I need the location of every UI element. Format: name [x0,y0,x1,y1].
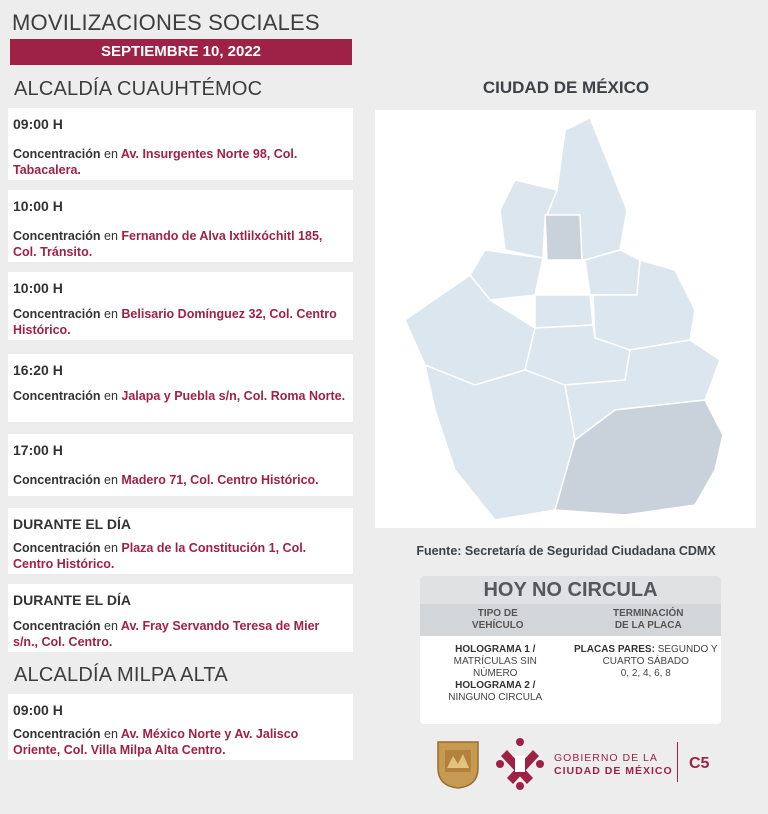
section-title-cuauhtemoc: ALCALDÍA CUAUHTÉMOC [14,78,263,100]
map-region-cuauhtemoc [545,215,582,260]
event-card [8,584,353,652]
event-time: DURANTE EL DÍA [13,516,131,532]
map-region [425,365,575,520]
event-card [8,190,353,262]
event-place: Av. México Norte y Av. Jalisco Oriente, Col. Villa Milpa Alta Centro. [13,727,299,757]
event-description: Concentración en Madero 71, Col. Centro Histórico. [13,473,319,487]
cdmx-map [375,110,756,528]
event-place: Plaza de la Constitución 1, Col. Centro Histórico. [13,541,307,571]
map-source: Fuente: Secretaría de Seguridad Ciudadana CDMX [416,544,716,558]
event-card [8,434,353,496]
event-place: Jalapa y Puebla s/n, Col. Roma Norte. [121,389,346,403]
event-place: Av. Insurgentes Norte 98, Col. Tabacalera. [13,147,298,177]
event-time: 09:00 H [13,702,63,718]
event-time: DURANTE EL DÍA [13,592,131,608]
event-time: 17:00 H [13,442,63,458]
event-description: Concentración en Av. Fray Servando Teresa de Mier s/n., Col. Centro. [13,619,320,649]
page-title: MOVILIZACIONES SOCIALES [12,10,320,35]
map-title: CIUDAD DE MÉXICO [482,78,650,97]
event-description: Concentración en Jalapa y Puebla s/n, Col. Roma Norte. [13,389,346,403]
event-card [8,272,353,340]
event-time: 16:20 H [13,362,63,378]
cdmx-logo [495,736,545,792]
event-description: Concentración en Belisario Domínguez 32, Col. Centro Histórico. [13,307,337,337]
hoy-no-circula-title: HOY NO CIRCULA [420,576,721,604]
coat-of-arms-logo [433,738,483,790]
event-description: Concentración en Av. México Norte y Av. Jalisco Oriente, Col. Villa Milpa Alta Centro. [13,727,299,757]
event-time: 09:00 H [13,116,63,132]
event-place: Madero 71, Col. Centro Histórico. [121,473,319,487]
map-panel [375,110,756,528]
government-name: GOBIERNO DE LA CIUDAD DE MÉXICO [554,752,673,777]
event-place: Fernando de Alva Ixtlilxóchitl 185, Col. Tránsito. [13,229,323,259]
event-place: Av. Fray Servando Teresa de Mier s/n., Col. Centro. [13,619,320,649]
date-banner: SEPTIEMBRE 10, 2022 [10,39,352,65]
event-card [8,508,353,574]
event-description: Concentración en Av. Insurgentes Norte 98, Col. Tabacalera. [13,147,298,177]
event-place: Belisario Domínguez 32, Col. Centro Histórico. [13,307,337,337]
vehicle-type-header: TIPO DE VEHÍCULO [471,608,524,631]
event-card [8,354,353,422]
plate-ending-header: TERMINACIÓN DE LA PLACA [612,608,684,631]
event-time: 10:00 H [13,198,63,214]
event-card [8,694,353,760]
hoy-no-circula-panel [420,576,721,724]
footer-divider [677,742,678,782]
vehicle-type-cell: HOLOGRAMA 1 / MATRÍCULAS SIN NÚMERO HOLOGRAMA 2 / NINGUNO CIRCULA [448,644,543,703]
section-title-milpa-alta: ALCALDÍA MILPA ALTA [14,664,228,686]
event-time: 10:00 H [13,280,63,296]
event-card [8,108,353,180]
c5-logo: C5 [689,755,710,772]
event-description: Concentración en Plaza de la Constitución 1, Col. Centro Histórico. [13,541,307,571]
map-region [535,295,593,328]
event-description: Concentración en Fernando de Alva Ixtlilxóchitl 185, Col. Tránsito. [13,229,323,259]
plate-ending-cell: PLACAS PARES: SEGUNDO Y CUARTO SÁBADO 0, 2, 4, 6, 8 [573,644,718,679]
